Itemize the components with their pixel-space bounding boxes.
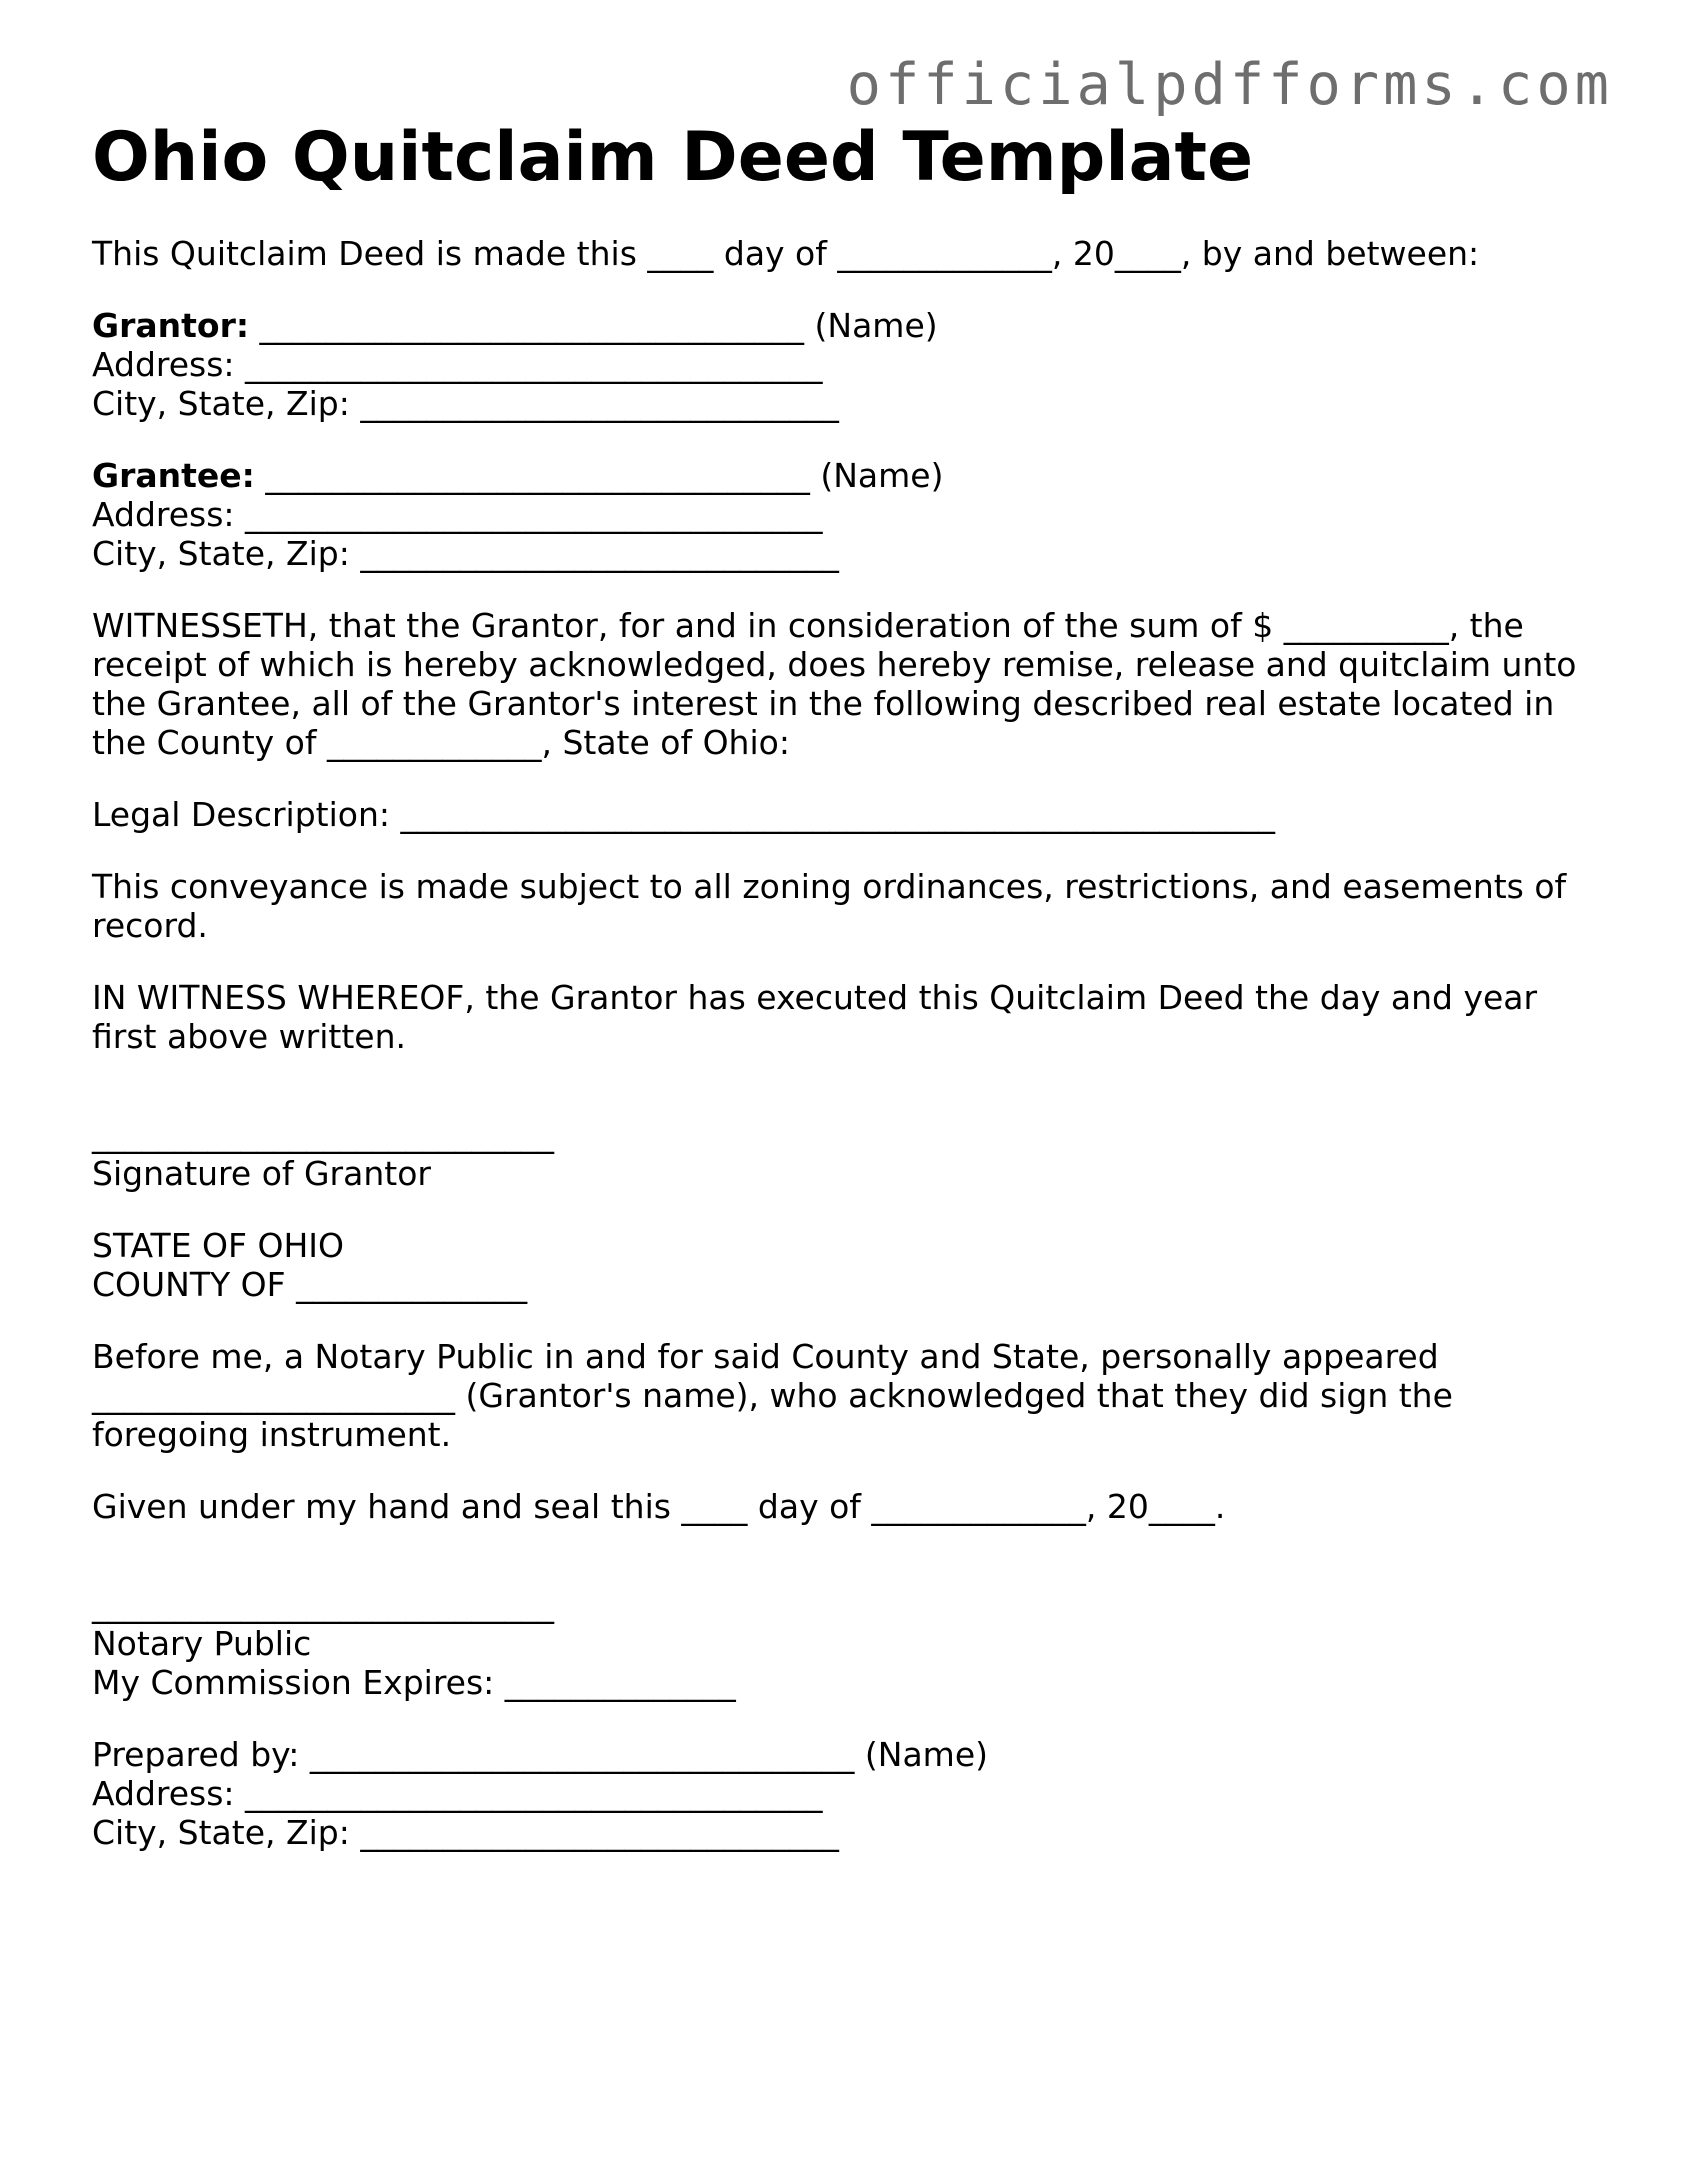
witnesseth-paragraph (92, 606, 1612, 762)
grantor-signature-line[interactable]: ____________________________ (92, 1115, 554, 1154)
document-page (92, 112, 1612, 1852)
in-witness-line: IN WITNESS WHEREOF, the Grantor has executed this Quitclaim Deed the day and year (92, 978, 1538, 1017)
grantor-address-field[interactable]: Address: ___________________________________ (92, 345, 823, 384)
acknowledgment-line[interactable]: ______________________ (Grantor's name), who acknowledged that they did sign the (92, 1376, 1453, 1415)
legal-description-field[interactable]: Legal Description: _____________________________________________________ (92, 795, 1275, 834)
grantor-city-field[interactable]: City, State, Zip: _____________________________ (92, 384, 839, 423)
witnesseth-line: receipt of which is hereby acknowledged, does hereby remise, release and quitclaim unto (92, 645, 1577, 684)
prepared-by-block (92, 1735, 1612, 1852)
conveyance-line: record. (92, 906, 208, 945)
notary-signature-block (92, 1585, 1612, 1702)
county-field[interactable]: COUNTY OF ______________ (92, 1265, 528, 1304)
intro-line: This Quitclaim Deed is made this ____ day of _____________, 20____, by and between: (92, 234, 1480, 273)
prepared-by-name-field[interactable]: Prepared by: _________________________________ (Name) (92, 1735, 988, 1774)
grantor-signature-label: Signature of Grantor (92, 1154, 431, 1193)
grantee-name-field[interactable]: _________________________________ (Name) (254, 456, 944, 495)
given-paragraph (92, 1487, 1612, 1526)
witnesseth-line: WITNESSETH, that the Grantor, for and in consideration of the sum of $ __________, the (92, 606, 1524, 645)
prepared-by-address-field[interactable]: Address: ___________________________________ (92, 1774, 823, 1813)
in-witness-line: first above written. (92, 1017, 406, 1056)
witnesseth-line: the County of _____________, State of Ohio: (92, 723, 790, 762)
notary-signature-line[interactable]: ____________________________ (92, 1585, 554, 1624)
grantee-block (92, 456, 1612, 573)
given-line[interactable]: Given under my hand and seal this ____ day of _____________, 20____. (92, 1487, 1226, 1526)
acknowledgment-line: Before me, a Notary Public in and for said County and State, personally appeared (92, 1337, 1439, 1376)
conveyance-paragraph (92, 867, 1612, 945)
grantor-signature-block (92, 1115, 1612, 1193)
state-of-ohio-label: STATE OF OHIO (92, 1226, 344, 1265)
acknowledgment-paragraph (92, 1337, 1612, 1454)
document-title: Ohio Quitclaim Deed Template (92, 118, 1254, 197)
legal-description-block (92, 795, 1612, 834)
notary-state-block (92, 1226, 1612, 1304)
watermark-text: officialpdfforms.com (846, 52, 1613, 118)
prepared-by-city-field[interactable]: City, State, Zip: _____________________________ (92, 1813, 839, 1852)
intro-paragraph (92, 234, 1612, 273)
grantor-block (92, 306, 1612, 423)
grantor-name-field[interactable]: _________________________________ (Name) (249, 306, 938, 345)
grantee-name-line (92, 456, 1612, 495)
grantor-name-line (92, 306, 1612, 345)
grantor-label: Grantor: (92, 306, 250, 345)
grantee-label: Grantee: (92, 456, 255, 495)
grantee-city-field[interactable]: City, State, Zip: _____________________________ (92, 534, 839, 573)
acknowledgment-line: foregoing instrument. (92, 1415, 452, 1454)
in-witness-paragraph (92, 978, 1612, 1056)
witnesseth-line: the Grantee, all of the Grantor's interest in the following described real estate located in (92, 684, 1555, 723)
conveyance-line: This conveyance is made subject to all zoning ordinances, restrictions, and easements of (92, 867, 1567, 906)
commission-expires-field[interactable]: My Commission Expires: ______________ (92, 1663, 736, 1702)
notary-public-label: Notary Public (92, 1624, 312, 1663)
grantee-address-field[interactable]: Address: ___________________________________ (92, 495, 823, 534)
